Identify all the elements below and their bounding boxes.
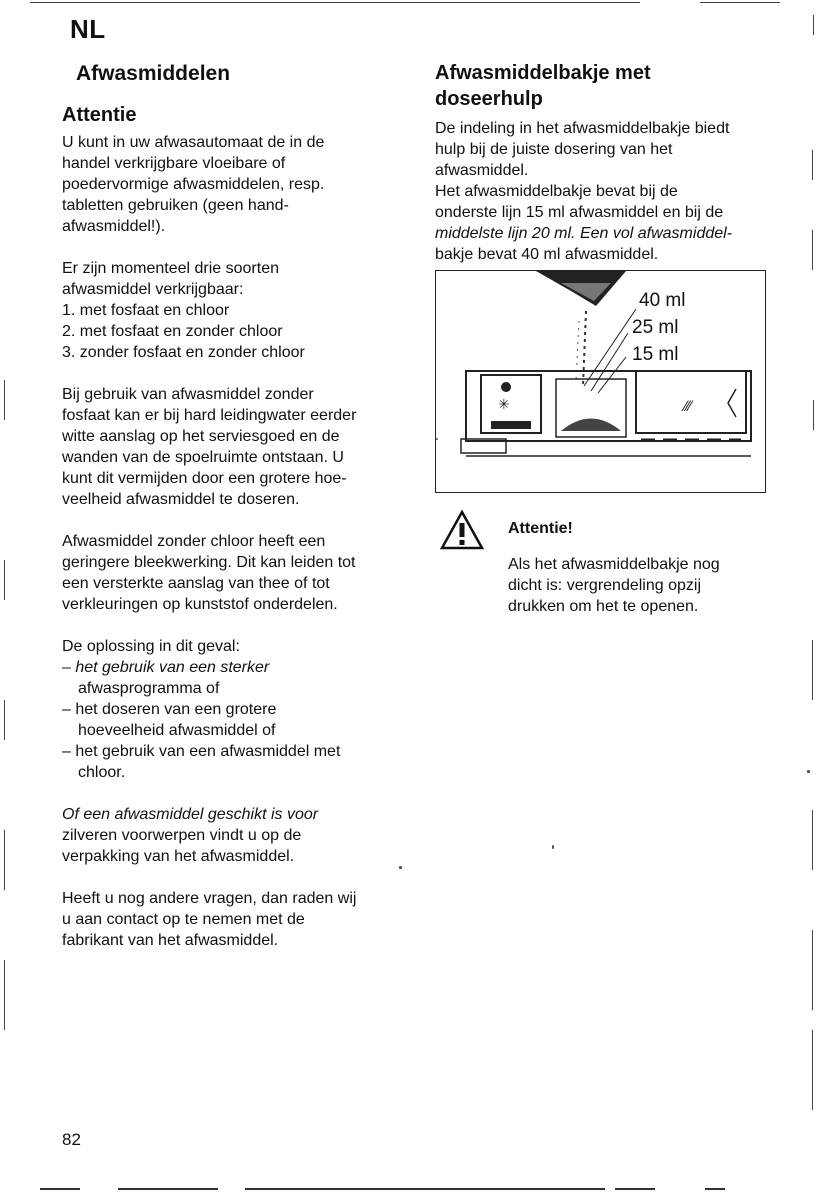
bottom-rule <box>40 1188 80 1190</box>
list-item-text: chloor. <box>78 764 126 781</box>
text-line: Heeft u nog andere vragen, dan raden wij <box>62 890 357 907</box>
text-line: afwasmiddel. <box>435 162 529 179</box>
svg-text:✳: ✳ <box>498 397 510 413</box>
text-line: veelheid afwasmiddel te doseren. <box>62 491 300 508</box>
text-line: hulp bij de juiste dosering van het <box>435 141 673 158</box>
bottom-rule <box>118 1188 218 1190</box>
subsection-title: Attentie <box>62 104 137 126</box>
top-rule <box>30 2 640 3</box>
text-line: u aan contact op te nemen met de <box>62 911 305 928</box>
paragraph-solution <box>62 636 407 783</box>
page-number: 82 <box>62 1130 81 1149</box>
scan-mark <box>4 560 5 600</box>
text-line: Of een afwasmiddel geschikt is voor <box>62 806 319 823</box>
scan-mark <box>4 380 5 420</box>
top-rule-right <box>700 2 780 3</box>
list-item: 2. met fosfaat en zonder chloor <box>62 323 283 340</box>
scan-mark <box>4 960 5 1030</box>
title-line: Afwasmiddelbakje met <box>435 62 651 84</box>
scan-speck <box>399 866 402 869</box>
bottom-rule <box>245 1188 605 1190</box>
text-line: afwasmiddel verkrijgbaar: <box>62 281 244 298</box>
text-line: fosfaat kan er bij hard leidingwater eerder <box>62 407 357 424</box>
paragraph-chlorine <box>62 531 407 615</box>
detergent-type-list <box>62 300 407 363</box>
text-line: Als het afwasmiddelbakje nog <box>508 556 720 573</box>
paragraph-types <box>62 258 407 363</box>
warning-text <box>508 554 778 617</box>
paragraph-contact <box>62 888 407 951</box>
text-line: middelste lijn 20 ml. Een vol afwasmiddel- <box>435 225 733 242</box>
text-line: kunt dit vermijden door een grotere hoe- <box>62 470 347 487</box>
label-25ml: 25 ml <box>632 317 679 338</box>
solution-list <box>62 657 407 783</box>
text-line: U kunt in uw afwasautomaat de in de <box>62 134 325 151</box>
left-column <box>62 60 407 951</box>
text-line: poedervormige afwasmiddelen, resp. <box>62 176 325 193</box>
text-line: tabletten gebruiken (geen hand- <box>62 197 289 214</box>
scan-mark <box>812 1030 813 1110</box>
text-line: Afwasmiddel zonder chloor heeft een <box>62 533 326 550</box>
list-item: – het gebruik van een afwasmiddel met <box>62 743 341 760</box>
scan-mark <box>812 640 813 700</box>
paragraph-dispenser <box>435 118 780 265</box>
scan-mark <box>4 830 5 890</box>
paragraph-silver <box>62 804 407 867</box>
text-line: drukken om het te openen. <box>508 598 699 615</box>
section-title <box>435 60 780 112</box>
text-line: verkleuringen op kunststof onderdelen. <box>62 596 338 613</box>
svg-text:⁄⁄⁄: ⁄⁄⁄ <box>684 399 692 415</box>
text-line: een versterkte aanslag van thee of tot <box>62 575 330 592</box>
list-item: 1. met fosfaat en chloor <box>62 302 230 319</box>
scan-speck <box>807 770 810 773</box>
text-line: Het afwasmiddelbakje bevat bij de <box>435 183 678 200</box>
section-title: Afwasmiddelen <box>76 62 231 85</box>
scan-speck <box>552 845 554 849</box>
right-column <box>435 60 780 265</box>
label-40ml: 40 ml <box>639 290 686 311</box>
text-line: geringere bleekwerking. Dit kan leiden tot <box>62 554 356 571</box>
scan-mark <box>812 930 813 1010</box>
text-line: onderste lijn 15 ml afwasmiddel en bij de <box>435 204 724 221</box>
list-item: 3. zonder fosfaat en zonder chloor <box>62 344 305 361</box>
scan-speck <box>436 438 438 440</box>
paragraph-intro <box>62 132 407 237</box>
text-line: afwasmiddel!). <box>62 218 166 235</box>
bottom-rule <box>705 1188 725 1190</box>
scan-mark <box>812 230 813 270</box>
dispenser-drawing <box>436 271 765 492</box>
text-line: fabrikant van het afwasmiddel. <box>62 932 279 949</box>
list-item-text: hoeveelheid afwasmiddel of <box>78 722 276 739</box>
text-line: handel verkrijgbare vloeibare of <box>62 155 286 172</box>
bottom-rule <box>615 1188 655 1190</box>
label-15ml: 15 ml <box>632 344 679 365</box>
paragraph-phosphate <box>62 384 407 510</box>
list-item-text: afwasprogramma of <box>78 680 220 697</box>
text-line: dicht is: vergrendeling opzij <box>508 577 701 594</box>
language-code: NL <box>70 14 106 44</box>
warning-triangle-icon <box>440 510 484 550</box>
warning-title: Attentie! <box>508 520 573 537</box>
text-line: zilveren voorwerpen vindt u op de <box>62 827 302 844</box>
text-line: De indeling in het afwasmiddelbakje biedt <box>435 120 730 137</box>
title-line: doseerhulp <box>435 88 543 110</box>
scan-mark <box>812 810 813 870</box>
text-line: Bij gebruik van afwasmiddel zonder <box>62 386 314 403</box>
scan-mark <box>813 400 814 430</box>
text-line: wanden van de spoelruimte ontstaan. U <box>62 449 344 466</box>
text-line: bakje bevat 40 ml afwasmiddel. <box>435 246 659 263</box>
scan-mark <box>813 15 814 35</box>
text-line: Er zijn momenteel drie soorten <box>62 260 279 277</box>
scan-mark <box>4 700 5 740</box>
text-line: De oplossing in dit geval: <box>62 638 240 655</box>
list-item: – het doseren van een grotere <box>62 701 277 718</box>
text-line: witte aanslag op het serviesgoed en de <box>62 428 340 445</box>
text-line: verpakking van het afwasmiddel. <box>62 848 295 865</box>
scan-mark <box>812 150 813 180</box>
dispenser-illustration <box>435 270 766 493</box>
list-item <box>62 657 407 678</box>
list-item-text: – het gebruik van een sterker <box>62 659 270 676</box>
